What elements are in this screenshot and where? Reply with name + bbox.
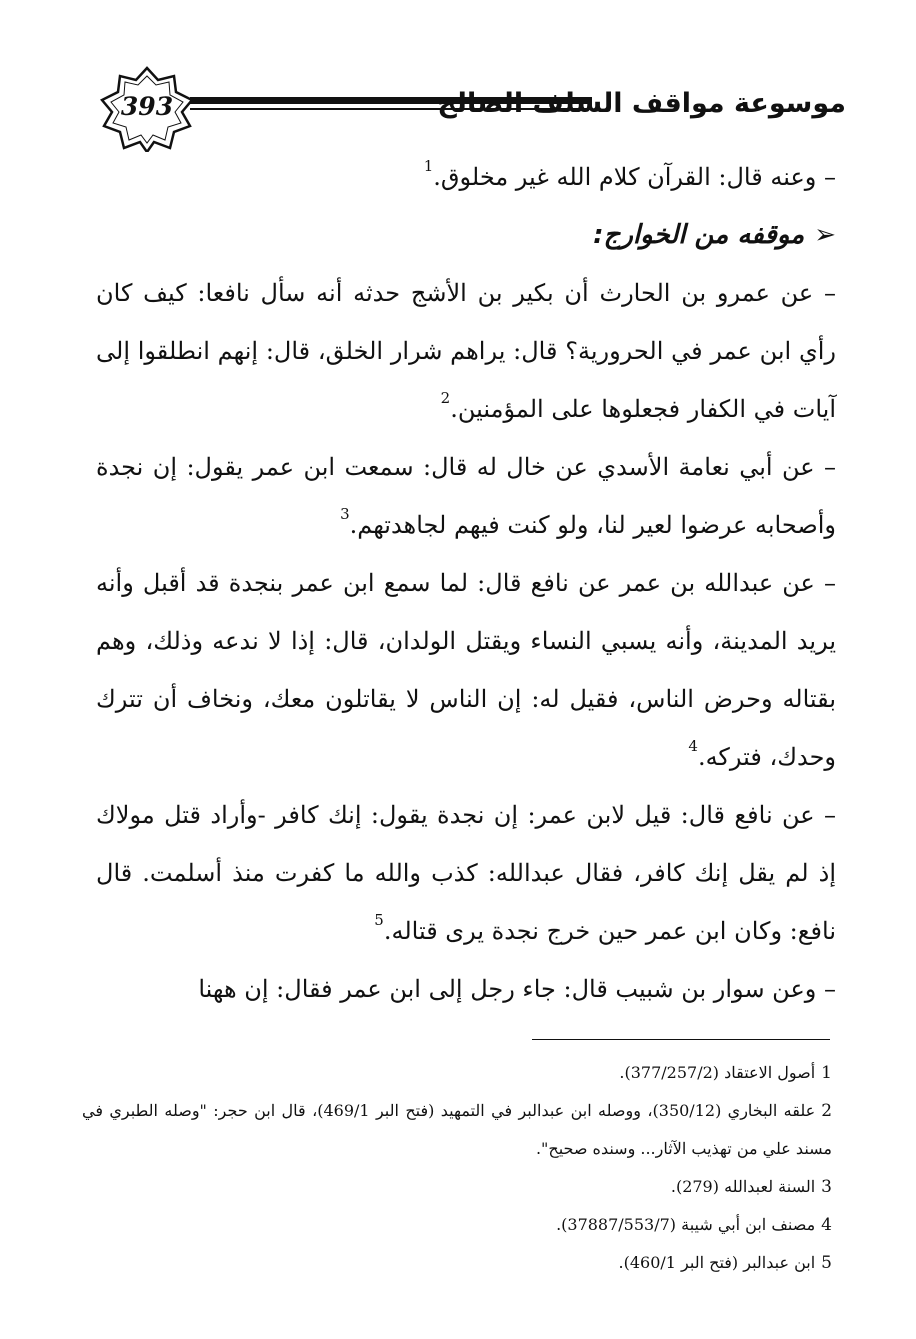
intro-line <box>96 148 836 206</box>
footnote-text: أصول الاعتقاد (377/257/2). <box>619 1063 816 1082</box>
paragraph-3 <box>96 554 836 786</box>
footnote-text: ابن عبدالبر (فتح البر 460/1). <box>618 1253 816 1272</box>
footnote-ref-2: 2 <box>440 389 451 407</box>
footnote-ref-1: 1 <box>423 157 434 175</box>
footnote-ref-5: 5 <box>374 911 384 929</box>
footnote-number: 5 <box>821 1253 832 1273</box>
page-number: 393 <box>120 92 174 121</box>
intro-line-text: – وعنه قال: القرآن كلام الله غير مخلوق. <box>433 163 836 191</box>
section-heading-text: موقفه من الخوارج: <box>593 220 805 250</box>
paragraph-5-text: – وعن سوار بن شبيب قال: جاء رجل إلى ابن عمر فقال: إن ههنا <box>198 975 836 1003</box>
footnote-4 <box>82 1206 832 1244</box>
paragraph-2 <box>96 438 836 554</box>
footnote-text: السنة لعبدالله (279). <box>670 1177 816 1196</box>
footnote-2 <box>82 1092 832 1168</box>
paragraph-1 <box>96 264 836 438</box>
footnote-text: علقه البخاري (350/12)، ووصله ابن عبدالبر في التمهيد (فتح البر 469/1)، قال ابن حجر: "وصله الطبري في مسند علي من تهذيب الآثار... وسنده صحيح". <box>82 1101 832 1158</box>
footnote-ref-3: 3 <box>340 505 350 523</box>
footnote-number: 4 <box>821 1215 832 1235</box>
section-heading <box>96 206 836 264</box>
paragraph-2-text: – عن أبي نعامة الأسدي عن خال له قال: سمعت ابن عمر يقول: إن نجدة وأصحابه عرضوا لعير لنا، ولو كنت فيهم لجاهدتهم. <box>96 453 836 539</box>
footnote-number: 2 <box>821 1101 833 1121</box>
paragraph-5 <box>96 960 836 1018</box>
footnote-ref-4: 4 <box>688 737 698 755</box>
footnote-3 <box>82 1168 832 1206</box>
footnotes <box>82 1054 832 1282</box>
footnote-number: 1 <box>821 1063 832 1083</box>
footnote-text: مصنف ابن أبي شيبة (37887/553/7). <box>556 1215 816 1234</box>
paragraph-1-text: – عن عمرو بن الحارث أن بكير بن الأشج حدثه أنه سأل نافعا: كيف كان رأي ابن عمر في الحرورية؟ قال: يراهم شرار الخلق، قال: إنهم انطلقوا إلى آيات في الكفار فجعلوها على المؤمنين. <box>96 279 836 423</box>
arrow-icon: ➢ <box>814 220 836 250</box>
footnote-number: 3 <box>821 1177 832 1197</box>
footnote-1 <box>82 1054 832 1092</box>
paragraph-4 <box>96 786 836 960</box>
footnote-5 <box>82 1244 832 1282</box>
footnote-separator <box>532 1039 830 1040</box>
book-title: موسوعة مواقف السلف الصالح <box>437 88 846 119</box>
main-text <box>96 148 836 1018</box>
paragraph-4-text: – عن نافع قال: قيل لابن عمر: إن نجدة يقول: إنك كافر -وأراد قتل مولاك إذ لم يقل إنك كافر، فقال عبدالله: كذب والله ما كفرت منذ أسلمت. قال نافع: وكان ابن عمر حين خرج نجدة يرى قتاله. <box>96 801 836 945</box>
paragraph-3-text: – عن عبدالله بن عمر عن نافع قال: لما سمع ابن عمر بنجدة قد أقبل وأنه يريد المدينة، وأنه يسبي النساء ويقتل الولدان، قال: إذا لا ندعه وذلك، وهم بقتاله وحرض الناس، فقيل له: إن الناس لا يقاتلون معك، ونخاف أن تترك وحدك، فتركه. <box>96 569 836 771</box>
